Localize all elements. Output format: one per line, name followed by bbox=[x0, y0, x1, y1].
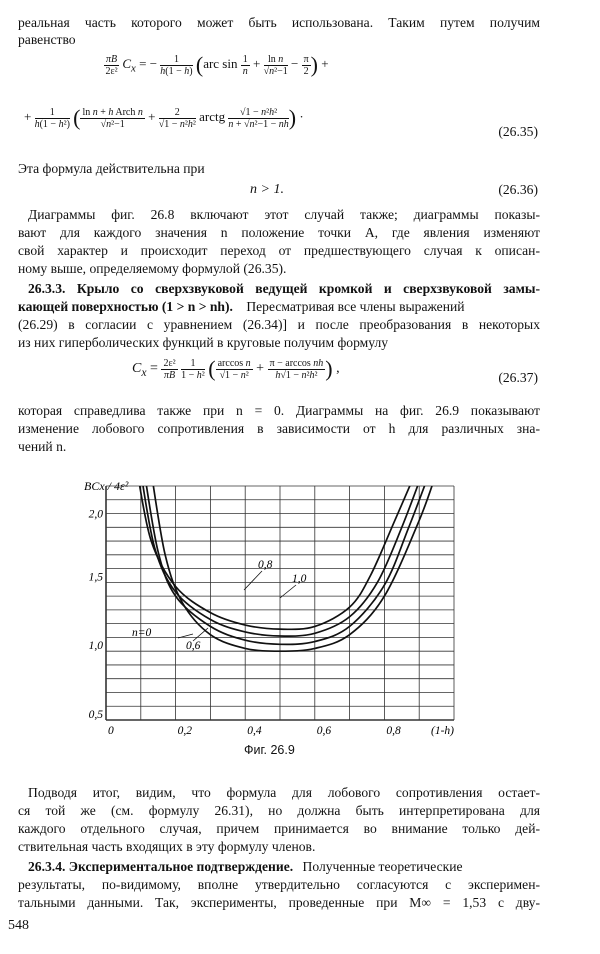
curve-label-n0: n=0 bbox=[132, 627, 152, 639]
text-line bbox=[18, 298, 465, 315]
text-line: свой характер и происходит переход от предшествующего случая к описан- bbox=[18, 243, 540, 258]
figure-caption: Фиг. 26.9 bbox=[244, 743, 295, 757]
text-line: Подводя итог, видим, что формула для лобового сопротивления остает- bbox=[28, 785, 540, 800]
text-line: ному выше, определяемому формулой (26.35). bbox=[18, 261, 287, 276]
x-tick-label: 0,2 bbox=[177, 725, 192, 737]
curve-label-0-6: 0,6 bbox=[186, 640, 201, 652]
x-tick-label: 0,8 bbox=[386, 725, 401, 737]
drag-chart bbox=[82, 478, 462, 740]
text-line: из них гиперболических функций в круговые получим формулу bbox=[18, 335, 389, 350]
y-tick-label: 1,0 bbox=[88, 640, 103, 653]
equation-number: (26.35) bbox=[498, 124, 538, 139]
text-line: которая справедлива также при n = 0. Диаграммы на фиг. 26.9 показывают bbox=[18, 403, 540, 418]
text-line bbox=[28, 858, 463, 875]
y-tick-label: 1,5 bbox=[88, 571, 103, 584]
text-line: тальными данными. Так, эксперименты, проведенные при M∞ = 1,53 с дву- bbox=[18, 895, 540, 910]
chart-curves bbox=[137, 478, 436, 651]
curve-label-0-8: 0,8 bbox=[258, 559, 273, 571]
text-line: ствительная часть входящих в эту формулу членов. bbox=[18, 839, 316, 854]
chart-labels bbox=[89, 509, 455, 737]
equation-number: (26.36) bbox=[498, 182, 538, 197]
equation-26-37: $C_x$ = $\frac{\text{2ε²}}{\pi B}$ $\frac{1}{\text{1 − h²}}$ ( $\frac{\text{arccos n}}{\text{√1 − n²}}$ + $\frac{\text{π − arccos nh}}{\text{h√1 − n²h²}}$ ) , bbox=[132, 356, 340, 381]
curve-label-1-0: 1,0 bbox=[292, 573, 307, 585]
text-line: ся той же (см. формулу 26.31), но должна быть интерпретирована для bbox=[18, 803, 540, 818]
text-line: вают для каждого значения n положение точки A, где явления изменяют bbox=[18, 225, 540, 240]
text-line: (26.29) в согласии с уравнением (26.34)] и после преобразования в некоторых bbox=[18, 317, 540, 332]
text-span: Полученные теоретические bbox=[302, 859, 463, 874]
text-line: реальная часть которого может быть использована. Таким путем получим bbox=[18, 15, 540, 30]
equation-26-36: n > 1. bbox=[250, 182, 284, 197]
y-tick-label: 0,5 bbox=[88, 709, 103, 721]
equation-26-35-part2: + $\frac{1}{\text{h(1 − h²)}}$ ( $\frac{\text{ln n + h Arch n}}{\text{√n²−1}}$ + $\frac{2}{\text{√1 − n²h²}}$ arctg $\frac{\text{√1 − n²h²}}{\text{n + √n²−1 − nh}}$ ) · bbox=[24, 105, 304, 130]
text-line: результаты, по-видимому, вполне утвердительно согласуются с эксперимен- bbox=[18, 877, 540, 892]
x-tick-label: 0,4 bbox=[247, 725, 262, 737]
y-tick-label: 2,0 bbox=[88, 508, 103, 521]
text-line: чений n. bbox=[18, 439, 67, 454]
equation-number: (26.37) bbox=[498, 370, 538, 385]
section-heading: 26.3.4. Экспериментальное подтверждение. bbox=[28, 859, 294, 874]
text-span: Пересматривая все члены выражений bbox=[246, 299, 465, 314]
leader-line bbox=[193, 628, 208, 641]
section-heading-tail: кающей поверхностью (1 > n > nh). bbox=[18, 299, 233, 314]
y-axis-label: BCx / 4ε² bbox=[84, 479, 129, 493]
text-line: каждого отдельного случая, причем принимается во внимание только дей- bbox=[18, 821, 540, 836]
text-line: изменение лобового сопротивления в зависимости от h для различных зна- bbox=[18, 421, 540, 436]
x-tick-label: (1-h) bbox=[431, 725, 454, 737]
series-line-0,8 bbox=[141, 478, 423, 636]
equation-26-35-part1: $\frac{\pi B}{\text{2ε²}}$ $C_x$ = − $\frac{1}{h(1 - h)}$ (arc sin $\frac{1}{n}$ + $\frac{\text{ln n}}{\text{√n²−1}}$ − $\frac{\pi}{2}$ ) + bbox=[105, 52, 329, 77]
x-tick-label: 0,6 bbox=[316, 725, 332, 737]
x-tick-label: 0 bbox=[108, 725, 114, 737]
series-line-0,6 bbox=[144, 478, 429, 644]
section-heading: 26.3.3. Крыло со сверхзвуковой ведущей кромкой и сверхзвуковой замы- bbox=[28, 281, 540, 296]
text-line: Диаграммы фиг. 26.8 включают этот случай также; диаграммы показы- bbox=[28, 207, 540, 222]
leader-line bbox=[244, 571, 262, 590]
series-line-1,0 bbox=[137, 478, 415, 629]
text-line: Эта формула действительна при bbox=[18, 161, 205, 176]
page-number: 548 bbox=[8, 918, 29, 933]
text-line: равенство bbox=[18, 32, 76, 47]
